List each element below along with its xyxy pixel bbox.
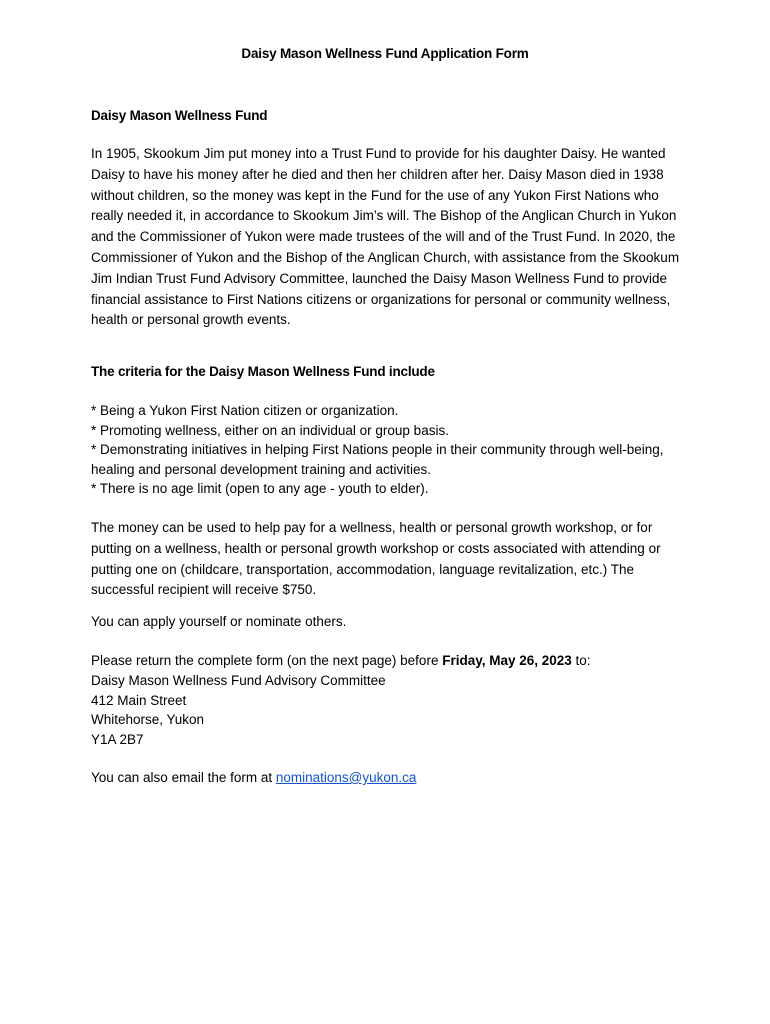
- list-item: * There is no age limit (open to any age - youth to elder).: [91, 481, 429, 496]
- return-prefix: Please return the complete form (on the next page) before: [91, 653, 443, 668]
- return-instructions: [91, 651, 683, 672]
- list-item: * Demonstrating initiatives in helping First Nations people in their community through well-being, healing and personal development training and activities.: [91, 442, 664, 477]
- list-item: * Promoting wellness, either on an individual or group basis.: [91, 422, 449, 438]
- email-line: [91, 768, 683, 789]
- criteria-list: [91, 401, 683, 499]
- money-paragraph: The money can be used to help pay for a wellness, health or personal growth workshop, or for putting on a wellness, health or personal growth workshop or costs associated with attending or putting one on (childcare, transportation, accommodation, language revitalization, etc.) The successful recipient will receive $750.: [91, 520, 661, 598]
- email-prefix: You can also email the form at: [91, 770, 276, 785]
- apply-line: You can apply yourself or nominate others.: [91, 614, 347, 629]
- address-line: Y1A 2B7: [91, 731, 144, 747]
- list-item: * Being a Yukon First Nation citizen or organization.: [91, 403, 399, 418]
- email-link[interactable]: nominations@yukon.ca: [275, 770, 417, 785]
- mailing-address: [91, 671, 683, 749]
- deadline-date: Friday, May 26, 2023: [442, 653, 572, 668]
- address-line: 412 Main Street: [91, 692, 187, 708]
- section-heading: Daisy Mason Wellness Fund: [91, 108, 268, 123]
- return-suffix: to:: [571, 653, 591, 668]
- address-line: Daisy Mason Wellness Fund Advisory Committee: [91, 673, 386, 688]
- address-line: Whitehorse, Yukon: [91, 712, 205, 727]
- page-title: Daisy Mason Wellness Fund Application Form: [241, 46, 529, 61]
- criteria-heading: The criteria for the Daisy Mason Wellness Fund include: [91, 364, 435, 379]
- intro-paragraph: In 1905, Skookum Jim put money into a Trust Fund to provide for his daughter Daisy. He wanted Daisy to have his money after he died and then her children after her. Daisy Mason died in 1938 without children, so the money was kept in the Fund for the use of any Yukon First Nations who really needed it, in accordance to Skookum Jim’s will. The Bishop of the Anglican Church in Yukon and the Commissioner of Yukon were made trustees of the will and of the Trust Fund. In 2020, the Commissioner of Yukon and the Bishop of the Anglican Church, with assistance from the Skookum Jim Indian Trust Fund Advisory Committee, launched the Daisy Mason Wellness Fund to provide financial assistance to First Nations citizens or organizations for personal or community wellness, health or personal growth events.: [91, 146, 680, 328]
